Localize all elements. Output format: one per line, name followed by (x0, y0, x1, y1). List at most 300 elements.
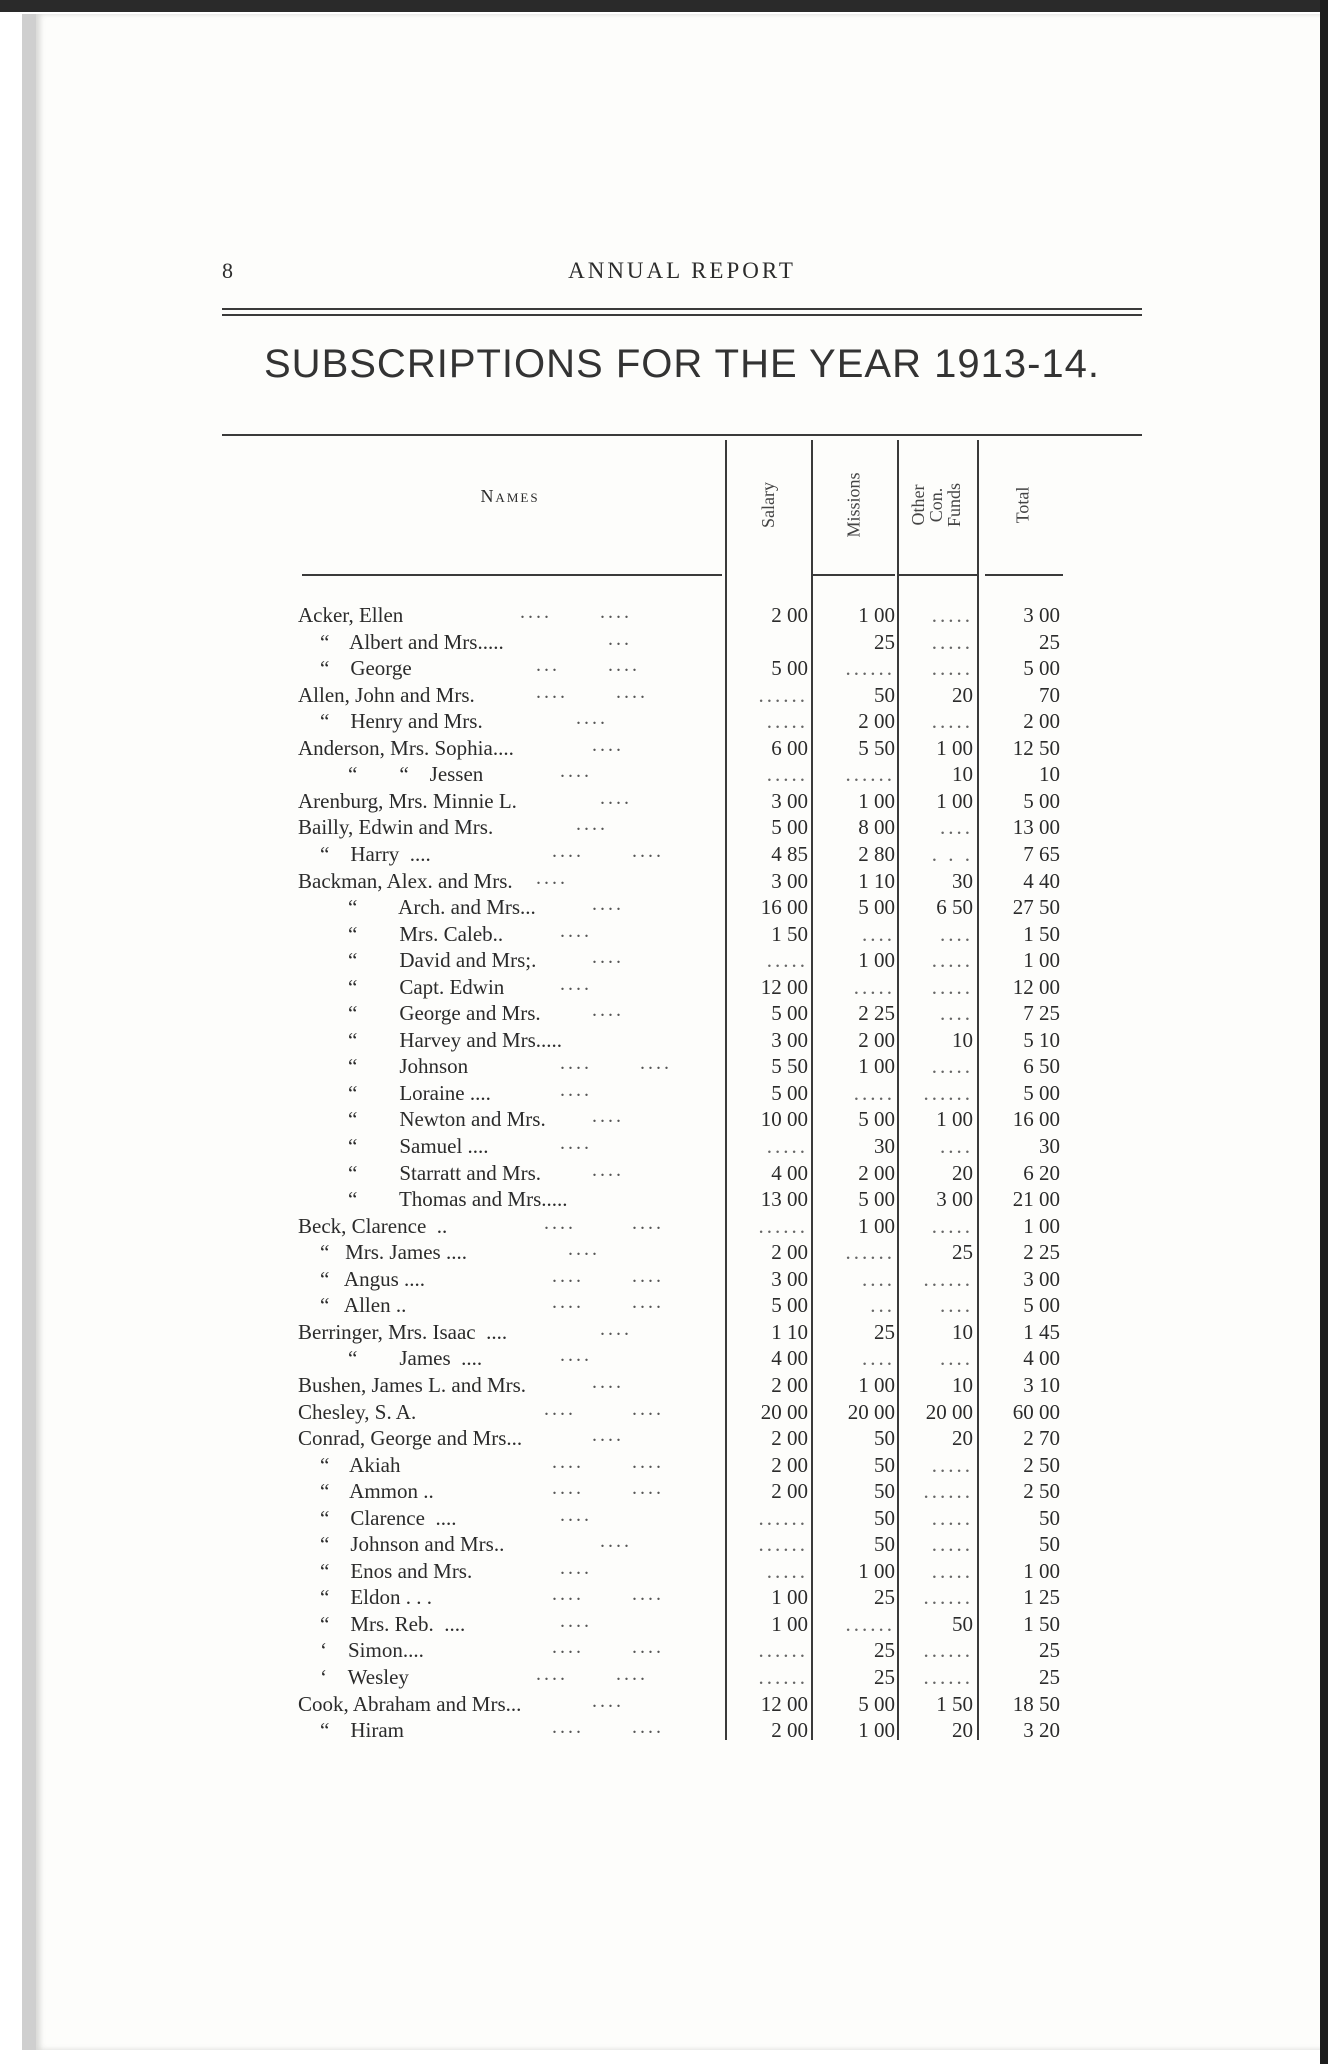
total-amount: 5 00 (1023, 788, 1060, 813)
missions-amount: ...... (845, 656, 895, 681)
subscriber-name: “ Newton and Mrs. (348, 1107, 546, 1132)
other-amount: ..... (931, 974, 973, 999)
other-amount: ...... (923, 1266, 973, 1291)
missions-amount: 50 (874, 1452, 895, 1477)
missions-column-header (813, 440, 895, 570)
subscriber-name: “ Loraine .... (348, 1080, 491, 1105)
table-row (0, 1609, 1328, 1638)
dot-leader: .... (520, 866, 568, 889)
salary-amount: ...... (758, 1665, 808, 1689)
table-row (0, 1450, 1328, 1479)
salary-amount: 2 00 (771, 1240, 808, 1265)
missions-amount: 25 (874, 1319, 895, 1344)
other-amount: ..... (931, 603, 973, 627)
missions-amount: 20 00 (847, 1399, 895, 1424)
missions-amount: 5 50 (858, 735, 895, 760)
table-row (0, 919, 1328, 948)
salary-amount: ...... (758, 1532, 808, 1557)
total-amount: 4 40 (1023, 868, 1060, 893)
missions-amount: 1 00 (858, 1372, 895, 1397)
subscriber-name: “ Harry .... (320, 841, 431, 866)
dot-leader: ... .... (520, 654, 640, 677)
other-amount: 10 (952, 1319, 973, 1344)
total-amount: 25 (1039, 629, 1060, 654)
subscriber-name: “ Albert and Mrs..... (320, 629, 504, 654)
dot-leader: .... .... (520, 1716, 664, 1739)
missions-amount: 1 00 (858, 788, 895, 813)
subscriber-name: “ Mrs. Reb. .... (320, 1611, 466, 1636)
other-amount: 20 00 (925, 1399, 973, 1424)
table-row (0, 733, 1328, 762)
dot-leader: .... .... (520, 1052, 672, 1075)
other-amount: ...... (923, 1080, 973, 1105)
other-amount: ...... (923, 1479, 973, 1504)
dot-leader: .... .... (520, 1450, 664, 1473)
missions-amount: 2 00 (858, 1027, 895, 1052)
other-amount: ..... (931, 1558, 973, 1583)
table-row (0, 1264, 1328, 1293)
other-amount: 10 (952, 762, 973, 787)
names-column-header: Names (480, 486, 540, 506)
total-amount: 3 00 (1023, 1266, 1060, 1291)
dot-leader: .... (520, 1556, 592, 1579)
subscriber-name: “ Arch. and Mrs... (348, 895, 536, 920)
dot-leader: .... (520, 1370, 624, 1393)
salary-amount: 1 10 (771, 1319, 808, 1344)
other-amount: 1 00 (936, 1107, 973, 1132)
salary-amount: ...... (758, 1213, 808, 1238)
dot-leader: .... .... (520, 601, 632, 623)
total-amount: 2 70 (1023, 1426, 1060, 1451)
salary-amount: 3 00 (771, 868, 808, 893)
subscriber-name: “ Mrs. Caleb.. (348, 921, 504, 946)
table-row (0, 1665, 1328, 1691)
missions-amount: 2 80 (858, 841, 895, 866)
salary-header-text: Salary (757, 482, 778, 528)
table-row (0, 1718, 1328, 1744)
dot-leader: .... .... (520, 1291, 664, 1314)
other-amount: 10 (952, 1027, 973, 1052)
subscriber-name: Cook, Abraham and Mrs... (298, 1691, 522, 1716)
table-row (0, 839, 1328, 868)
subscriber-name: “ Samuel .... (348, 1134, 489, 1158)
total-amount: 5 10 (1023, 1027, 1060, 1052)
table-row (0, 627, 1328, 656)
table-row (0, 1293, 1328, 1319)
table-row (0, 656, 1328, 682)
other-amount: 1 00 (936, 788, 973, 813)
total-amount: 1 00 (1023, 948, 1060, 973)
dot-leader: .... (520, 733, 624, 756)
table-row (0, 1585, 1328, 1611)
subscriber-name: Beck, Clarence .. (298, 1213, 448, 1238)
missions-amount: .... (862, 921, 895, 946)
dot-leader: .... (520, 813, 608, 836)
table-row (0, 1397, 1328, 1426)
missions-amount: ...... (845, 762, 895, 787)
subscriber-name: “ Johnson and Mrs.. (320, 1532, 505, 1557)
table-row (0, 815, 1328, 841)
dot-leader: .... .... (520, 1477, 664, 1500)
missions-amount: 50 (874, 1505, 895, 1530)
dot-leader: .... .... (520, 839, 664, 862)
salary-amount: 4 00 (771, 1346, 808, 1371)
missions-amount: 5 00 (858, 1187, 895, 1212)
subscriber-name: “ George and Mrs. (348, 1001, 541, 1026)
total-amount: 2 50 (1023, 1452, 1060, 1477)
table-row (0, 1107, 1328, 1133)
total-amount: 5 00 (1023, 1080, 1060, 1105)
other-amount: 1 00 (936, 735, 973, 760)
total-amount: 12 50 (1012, 735, 1060, 760)
other-amount: .... (940, 1001, 973, 1026)
missions-amount: ... (870, 1293, 895, 1318)
subscriber-name: “ “ Jessen (348, 762, 484, 787)
dot-leader: .... (520, 1344, 592, 1367)
salary-amount: 3 00 (771, 1027, 808, 1052)
missions-amount: 25 (874, 1665, 895, 1689)
salary-amount: ..... (766, 1558, 808, 1583)
total-amount: 2 00 (1023, 709, 1060, 734)
other-amount: ..... (931, 1213, 973, 1238)
total-amount: 7 65 (1023, 841, 1060, 866)
dot-leader: .... .... (520, 1663, 648, 1685)
dot-leader: .... (520, 893, 624, 916)
total-amount: 5 00 (1023, 1293, 1060, 1318)
missions-amount: 1 00 (858, 1054, 895, 1079)
other-amount: 20 (952, 682, 973, 707)
total-column-header (985, 440, 1060, 570)
salary-amount: 2 00 (771, 1452, 808, 1477)
other-amount: ...... (923, 1665, 973, 1689)
total-amount: 1 45 (1023, 1319, 1060, 1344)
subscriber-name: Berringer, Mrs. Isaac .... (298, 1319, 508, 1344)
subscriber-name: “ Angus .... (320, 1266, 425, 1291)
report-title: ANNUAL REPORT (568, 258, 796, 283)
table-row (0, 866, 1328, 895)
dot-leader: .... (520, 707, 608, 730)
other-amount: .... (940, 815, 973, 840)
other-amount: 1 50 (936, 1691, 973, 1716)
other-amount: 20 (952, 1160, 973, 1185)
dot-leader: .... (520, 1105, 624, 1128)
missions-amount: 1 00 (858, 948, 895, 973)
missions-amount: 30 (874, 1134, 895, 1158)
missions-amount: 2 00 (858, 1160, 895, 1185)
dot-leader: .... .... (520, 1264, 664, 1287)
missions-amount: 8 00 (858, 815, 895, 840)
table-row (0, 972, 1328, 1001)
subscriber-name: “ Allen .. (320, 1293, 407, 1318)
page-title: SUBSCRIPTIONS FOR THE YEAR 1913-14. (264, 342, 1100, 386)
other-amount: ..... (931, 709, 973, 734)
salary-amount: ..... (766, 1134, 808, 1158)
total-amount: 1 25 (1023, 1585, 1060, 1610)
other-amount: . . . (931, 841, 973, 866)
table-row (0, 1078, 1328, 1107)
subscriber-name: Bailly, Edwin and Mrs. (298, 815, 494, 840)
total-amount: 16 00 (1012, 1107, 1060, 1132)
missions-amount: ..... (853, 974, 895, 999)
missions-amount: 50 (874, 682, 895, 707)
dot-leader: .... .... (520, 680, 648, 703)
missions-amount: 1 00 (858, 1213, 895, 1238)
table-row (0, 1556, 1328, 1585)
salary-amount: ...... (758, 1505, 808, 1530)
other-amount: ..... (931, 1054, 973, 1079)
total-amount: 70 (1039, 682, 1060, 707)
dot-leader: .... (520, 1609, 592, 1632)
other-amount: .... (940, 1346, 973, 1371)
subscriber-name: “ Eldon . . . (320, 1585, 432, 1610)
total-amount: 4 00 (1023, 1346, 1060, 1371)
other-header-underline (899, 574, 977, 576)
subscriber-name: “ Henry and Mrs. (320, 709, 483, 734)
missions-amount: 2 00 (858, 709, 895, 734)
subscriber-name: Allen, John and Mrs. (298, 682, 475, 707)
missions-header-text: Missions (844, 472, 864, 538)
dot-leader: .... (520, 1158, 624, 1181)
other-amount: ...... (923, 1638, 973, 1663)
total-amount: 25 (1039, 1665, 1060, 1689)
total-amount: 3 10 (1023, 1372, 1060, 1397)
dot-leader: .... (520, 1689, 624, 1712)
salary-amount: ...... (758, 1638, 808, 1663)
total-amount: 3 20 (1023, 1718, 1060, 1743)
salary-amount: 3 00 (771, 1266, 808, 1291)
total-amount: 50 (1039, 1505, 1060, 1530)
subscriber-name: “ David and Mrs;. (348, 948, 537, 973)
other-amount: ..... (931, 656, 973, 681)
other-amount: 20 (952, 1426, 973, 1451)
salary-amount: 2 00 (771, 1426, 808, 1451)
subscriber-name: Chesley, S. A. (298, 1399, 417, 1424)
other-amount: ...... (923, 1585, 973, 1610)
subscriber-name: Arenburg, Mrs. Minnie L. (298, 788, 517, 813)
total-amount: 10 (1039, 762, 1060, 787)
other-amount: ..... (931, 948, 973, 973)
other-amount: 30 (952, 868, 973, 893)
table-row (0, 1503, 1328, 1532)
total-amount: 25 (1039, 1638, 1060, 1663)
missions-amount: 25 (874, 629, 895, 654)
salary-amount: 20 00 (760, 1399, 808, 1424)
salary-amount: 5 00 (771, 1080, 808, 1105)
subscriber-name: “ Hiram (320, 1718, 404, 1743)
header-double-rule (222, 308, 1142, 318)
missions-amount: 2 25 (858, 1001, 895, 1026)
title-rule (222, 434, 1142, 436)
total-amount: 3 00 (1023, 603, 1060, 627)
salary-amount: 2 00 (771, 603, 808, 627)
missions-amount: ...... (845, 1611, 895, 1636)
salary-column-header (727, 440, 808, 570)
salary-amount: 4 00 (771, 1160, 808, 1185)
table-row (0, 1134, 1328, 1160)
salary-amount: 12 00 (760, 974, 808, 999)
table-row (0, 1638, 1328, 1664)
total-amount: 1 00 (1023, 1213, 1060, 1238)
salary-amount: ...... (758, 682, 808, 707)
salary-amount: 2 00 (771, 1372, 808, 1397)
total-amount: 18 50 (1012, 1691, 1060, 1716)
subscriber-name: “ Thomas and Mrs..... (348, 1187, 568, 1212)
salary-amount: 13 00 (760, 1187, 808, 1212)
salary-amount: ..... (766, 709, 808, 734)
missions-amount: 50 (874, 1532, 895, 1557)
subscriber-name: “ Mrs. James .... (320, 1240, 467, 1265)
total-amount: 1 00 (1023, 1558, 1060, 1583)
subscriber-name: Anderson, Mrs. Sophia.... (298, 735, 514, 760)
dot-leader: .... (520, 1078, 592, 1101)
salary-amount: 3 00 (771, 788, 808, 813)
dot-leader: .... (520, 946, 624, 969)
subscriber-name: “ Ammon .. (320, 1479, 434, 1504)
missions-amount: 1 10 (858, 868, 895, 893)
missions-amount: 1 00 (858, 1558, 895, 1583)
other-amount: ..... (931, 629, 973, 654)
other-amount: 10 (952, 1372, 973, 1397)
dot-leader: .... (520, 760, 592, 783)
total-amount: 27 50 (1012, 895, 1060, 920)
dot-leader: .... (520, 972, 592, 995)
table-row (0, 1479, 1328, 1505)
subscriber-name: “ Enos and Mrs. (320, 1558, 473, 1583)
total-amount: 30 (1039, 1134, 1060, 1158)
table-row (0, 1240, 1328, 1266)
other-amount: ..... (931, 1452, 973, 1477)
total-amount: 6 50 (1023, 1054, 1060, 1079)
table-row (0, 1054, 1328, 1080)
total-amount: 2 50 (1023, 1479, 1060, 1504)
table-row (0, 762, 1328, 788)
salary-amount: 5 00 (771, 1001, 808, 1026)
table-row (0, 1211, 1328, 1240)
salary-amount: 5 00 (771, 815, 808, 840)
table-row (0, 1370, 1328, 1399)
table-row (0, 680, 1328, 709)
missions-amount: 50 (874, 1479, 895, 1504)
dot-leader: .... .... (520, 1211, 664, 1234)
names-header-underline (302, 574, 722, 576)
dot-leader: .... (520, 1530, 632, 1553)
other-amount: .... (940, 1293, 973, 1318)
total-amount: 6 20 (1023, 1160, 1060, 1185)
dot-leader: .... .... (520, 1636, 664, 1659)
missions-amount: 25 (874, 1585, 895, 1610)
dot-leader: .... (520, 1424, 624, 1447)
total-amount: 1 50 (1023, 1611, 1060, 1636)
table-row (0, 1028, 1328, 1054)
dot-leader: .... (520, 1317, 632, 1340)
table-row (0, 1187, 1328, 1213)
table-row (0, 1346, 1328, 1372)
total-amount: 1 50 (1023, 921, 1060, 946)
salary-amount: 10 00 (760, 1107, 808, 1132)
table-row (0, 1001, 1328, 1027)
subscriber-name: “ George (320, 656, 412, 681)
missions-amount: 1 00 (858, 603, 895, 627)
salary-amount: 4 85 (771, 841, 808, 866)
total-amount: 50 (1039, 1532, 1060, 1557)
other-funds-header-text: Other Con. Funds (908, 483, 964, 528)
salary-amount: 5 00 (771, 1293, 808, 1318)
other-amount: 50 (952, 1611, 973, 1636)
dot-leader: .... (520, 1238, 600, 1261)
total-header-underline (985, 574, 1063, 576)
dot-leader: .... (520, 919, 592, 942)
dot-leader: .... (520, 999, 624, 1022)
dot-leader: .... .... (520, 1397, 664, 1420)
other-amount: .... (940, 1134, 973, 1158)
salary-amount: 2 00 (771, 1718, 808, 1743)
subscriber-name: “ Akiah (320, 1452, 401, 1477)
salary-amount: 16 00 (760, 895, 808, 920)
missions-amount: 5 00 (858, 1691, 895, 1716)
dot-leader: .... .... (520, 1583, 664, 1606)
total-amount: 60 00 (1012, 1399, 1060, 1424)
total-header-text: Total (1012, 486, 1033, 524)
missions-amount: 50 (874, 1426, 895, 1451)
table-row (0, 948, 1328, 974)
table-row (0, 1689, 1328, 1718)
subscriber-name: Backman, Alex. and Mrs. (298, 868, 513, 893)
other-amount: .... (940, 921, 973, 946)
salary-amount: ..... (766, 762, 808, 787)
subscriber-name: “ Harvey and Mrs..... (348, 1027, 563, 1052)
missions-header-underline (813, 574, 895, 576)
table-row (0, 1317, 1328, 1346)
other-amount: ..... (931, 1505, 973, 1530)
subscriber-name: “ Johnson (348, 1054, 469, 1079)
salary-amount: 2 00 (771, 1479, 808, 1504)
table-row (0, 1426, 1328, 1452)
dot-leader: .... (520, 1503, 592, 1526)
other-amount: 20 (952, 1718, 973, 1743)
missions-amount: ...... (845, 1240, 895, 1265)
table-row (0, 709, 1328, 735)
missions-amount: 5 00 (858, 895, 895, 920)
other-amount: 25 (952, 1240, 973, 1265)
running-head (222, 258, 1142, 288)
total-amount: 21 00 (1012, 1187, 1060, 1212)
missions-amount: 1 00 (858, 1718, 895, 1743)
table-row (0, 1158, 1328, 1187)
missions-amount: .... (862, 1346, 895, 1371)
salary-amount: 5 50 (771, 1054, 808, 1079)
salary-amount: 12 00 (760, 1691, 808, 1716)
subscriber-name: “ James .... (348, 1346, 483, 1371)
table-row (0, 895, 1328, 921)
subscriber-name: Acker, Ellen (298, 603, 404, 627)
total-amount: 7 25 (1023, 1001, 1060, 1026)
dot-leader: ... (520, 627, 632, 650)
page-number: 8 (222, 258, 233, 283)
other-amount: 6 50 (936, 895, 973, 920)
total-amount: 5 00 (1023, 656, 1060, 681)
table-row (0, 786, 1328, 815)
scan-top-edge (0, 0, 1328, 12)
dot-leader: .... (520, 1132, 592, 1154)
salary-amount: 6 00 (771, 735, 808, 760)
dot-leader: .... (520, 786, 632, 809)
salary-amount: 1 00 (771, 1585, 808, 1610)
total-amount: 2 25 (1023, 1240, 1060, 1265)
missions-amount: 5 00 (858, 1107, 895, 1132)
subscriber-name: “ Clarence .... (320, 1505, 457, 1530)
total-amount: 13 00 (1012, 815, 1060, 840)
missions-amount: 25 (874, 1638, 895, 1663)
